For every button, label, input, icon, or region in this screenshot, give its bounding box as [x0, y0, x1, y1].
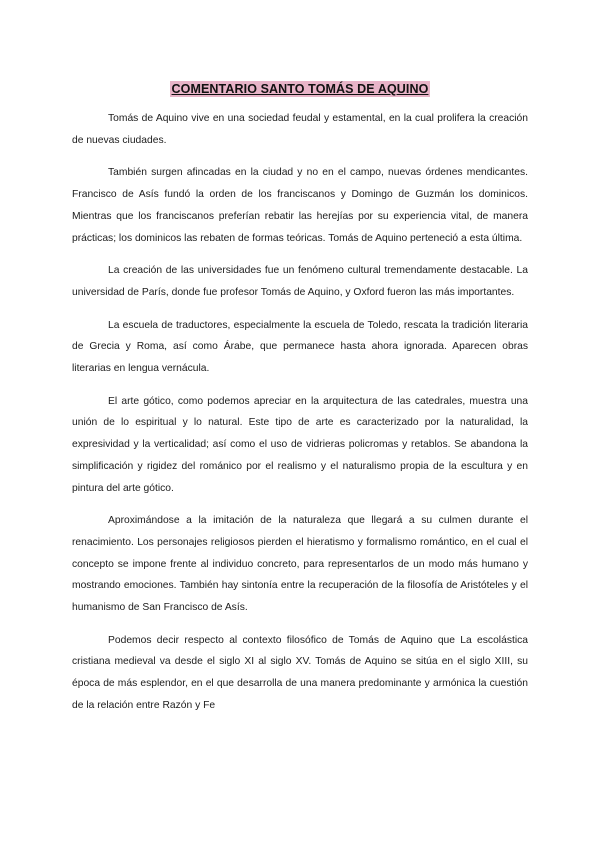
paragraph-naturaleza: Aproximándose a la imitación de la naturaleza que llegará a su culmen durante el renacimiento. Los personajes religiosos pierden el hieratismo y formalismo romántico, en el cual el concepto se impone frente al individuo concreto, para representarlos de un modo más humano y mostrando emociones. También hay sintonía entre la recuperación de la filosofía de Aristóteles y el humanismo de San Francisco de Asís.	[72, 515, 528, 614]
document-title: COMENTARIO SANTO TOMÁS DE AQUINO	[171, 82, 429, 96]
paragraph-universidades: La creación de las universidades fue un fenómeno cultural tremendamente destacable. La universidad de París, donde fue profesor Tomás de Aquino, y Oxford fueron las más importantes.	[72, 265, 528, 298]
title-container	[0, 80, 600, 98]
paragraph-contexto-filosofico: Podemos decir respecto al contexto filosófico de Tomás de Aquino que La escolástica cristiana medieval va desde el siglo XI al siglo XV. Tomás de Aquino se sitúa en el siglo XIII, su época de más esplendor, en el que desarrolla de una manera predominante y armónica la cuestión de la relación entre Razón y Fe	[72, 634, 528, 711]
paragraph-ordenes-mendicantes: También surgen afincadas en la ciudad y no en el campo, nuevas órdenes mendicantes. Francisco de Asís fundó la orden de los franciscanos y Domingo de Guzmán los dominicos. Mientras que los franciscanos preferían rebatir las herejías por su experiencia vital, de manera prácticas; los dominicos las rebaten de formas teóricas. Tomás de Aquino perteneció a esta última.	[72, 167, 528, 244]
paragraph-arte-gotico: El arte gótico, como podemos apreciar en la arquitectura de las catedrales, muestra una unión de lo espiritual y lo natural. Este tipo de arte es caracterizado por la naturalidad, la expresividad y la verticalidad; así como el uso de vidrieras policromas y retablos. Se abandona la simplificación y rigidez del románico por el realismo y el naturalismo propia de la escultura y en pintura del arte gótico.	[72, 395, 528, 494]
paragraph-escuela-traductores: La escuela de traductores, especialmente la escuela de Toledo, rescata la tradición literaria de Grecia y Roma, así como Árabe, que permanece hasta ahora ignorada. Aparecen obras literarias en lengua vernácula.	[72, 319, 528, 375]
paragraph-ciudades: Tomás de Aquino vive en una sociedad feudal y estamental, en la cual prolifera la creación de nuevas ciudades.	[72, 113, 528, 146]
document-body	[72, 108, 528, 728]
